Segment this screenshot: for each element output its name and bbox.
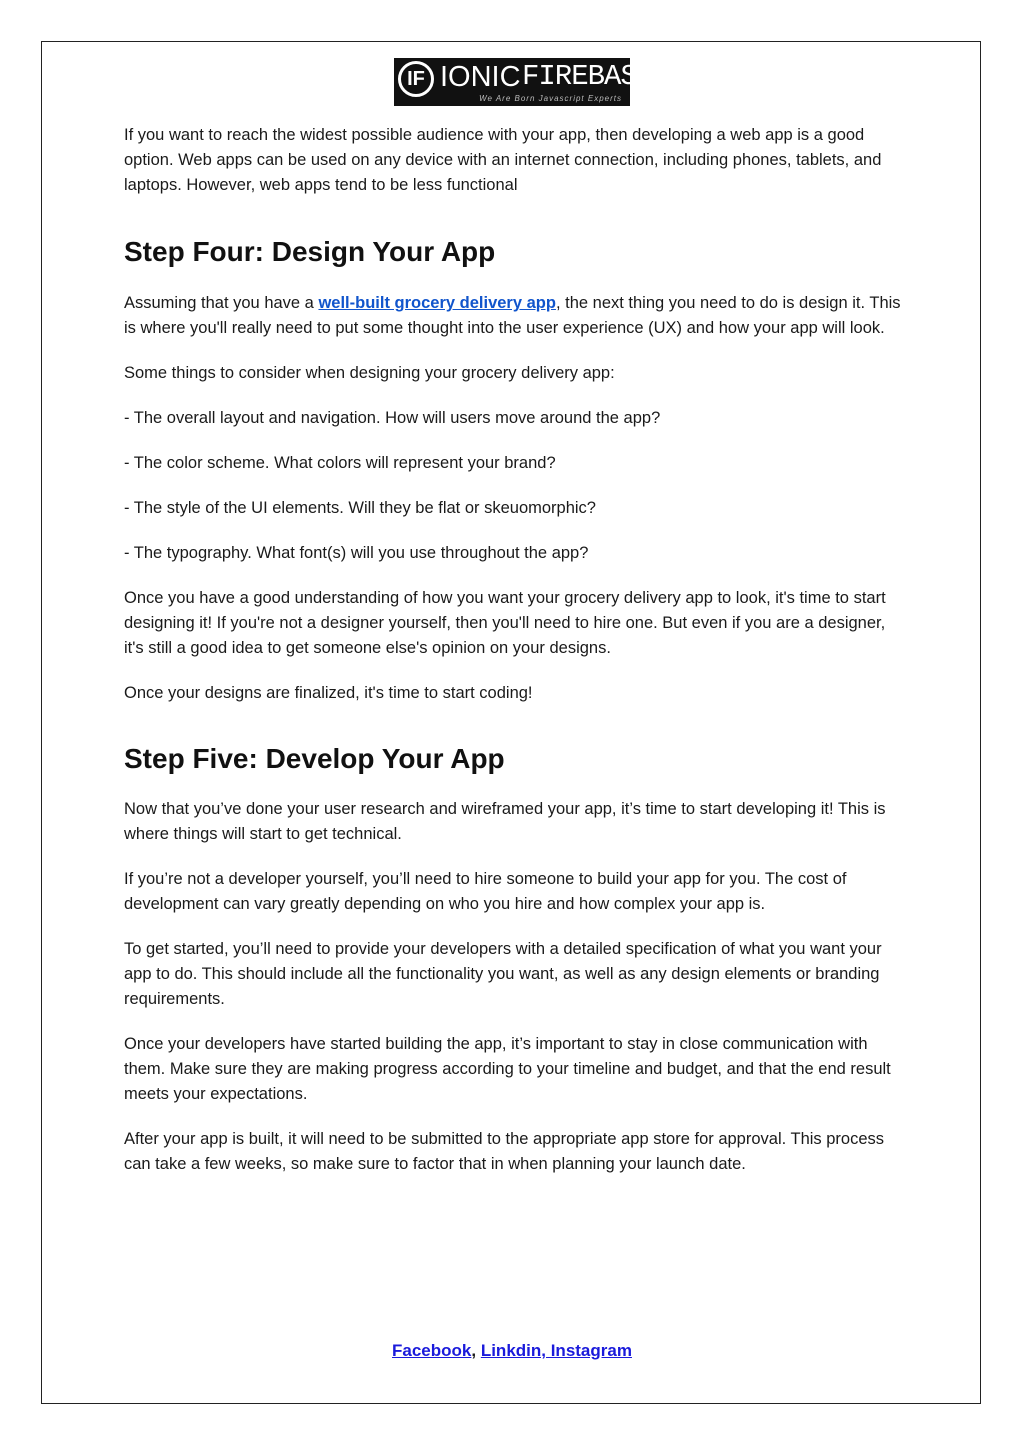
logo-firebase-text: FIREBASE [522,60,654,93]
ionicfirebase-logo [394,58,654,106]
text-span: , the next thing you need to do is design it. This is where you'll really need to put some thought into the user experience (UX) and how your app will look. [124,294,901,337]
step-five-paragraph-2: If you’re not a developer yourself, you’ll need to hire someone to build your app for you. The cost of development can vary greatly depending on who you hire and how complex your app is. [124,870,847,913]
step-five-paragraph-3: To get started, you’ll need to provide your developers with a detailed specification of what you want your app to do. This should include all the functionality you want, as well as any design elements or branding requirements. [124,940,882,1008]
bullet-color: - The color scheme. What colors will represent your brand? [124,454,556,472]
document-body [124,121,904,1177]
logo-badge: IF [398,61,434,97]
social-footer [0,1341,1024,1361]
step-five-heading: Step Five: Develop Your App [124,743,505,774]
step-four-paragraph-1 [124,291,904,341]
step-four-paragraph-3: Once you have a good understanding of how you want your grocery delivery app to look, it's time to start designing it! If you're not a designer yourself, then you'll need to hire one. But even if you are a designer, it's still a good idea to get someone else's opinion on your designs. [124,589,886,657]
grocery-delivery-app-link[interactable]: well-built grocery delivery app [318,294,556,312]
logo-ionic-text: IONIC [440,61,521,93]
step-five-paragraph-4: Once your developers have started building the app, it’s important to stay in close communication with them. Make sure they are making progress according to your timeline and budget, and that the end result meets your expectations. [124,1035,891,1103]
step-four-paragraph-2: Some things to consider when designing your grocery delivery app: [124,364,615,382]
bullet-typography: - The typography. What font(s) will you use throughout the app? [124,544,589,562]
step-four-heading: Step Four: Design Your App [124,236,496,267]
linkdin-instagram-link[interactable]: Linkdin, Instagram [480,1341,632,1360]
footer-separator: , [471,1341,481,1360]
step-five-paragraph-1: Now that you’ve done your user research and wireframed your app, it’s time to start developing it! This is where things will start to get technical. [124,800,886,843]
facebook-link[interactable]: Facebook [392,1341,472,1360]
bullet-layout: - The overall layout and navigation. How will users move around the app? [124,409,661,427]
step-five-paragraph-5: After your app is built, it will need to be submitted to the appropriate app store for approval. This process can take a few weeks, so make sure to factor that in when planning your launch date. [124,1130,885,1173]
intro-paragraph: If you want to reach the widest possible audience with your app, then developing a web app is a good option. Web apps can be used on any device with an internet connection, including phones, tablets, and laptops. However, web apps tend to be less functional [124,126,882,194]
step-four-paragraph-4: Once your designs are finalized, it's time to start coding! [124,684,533,702]
logo-tagline: We Are Born Javascript Experts [479,94,622,103]
bullet-style: - The style of the UI elements. Will they be flat or skeuomorphic? [124,499,596,517]
text-span: Assuming that you have a [124,294,319,312]
